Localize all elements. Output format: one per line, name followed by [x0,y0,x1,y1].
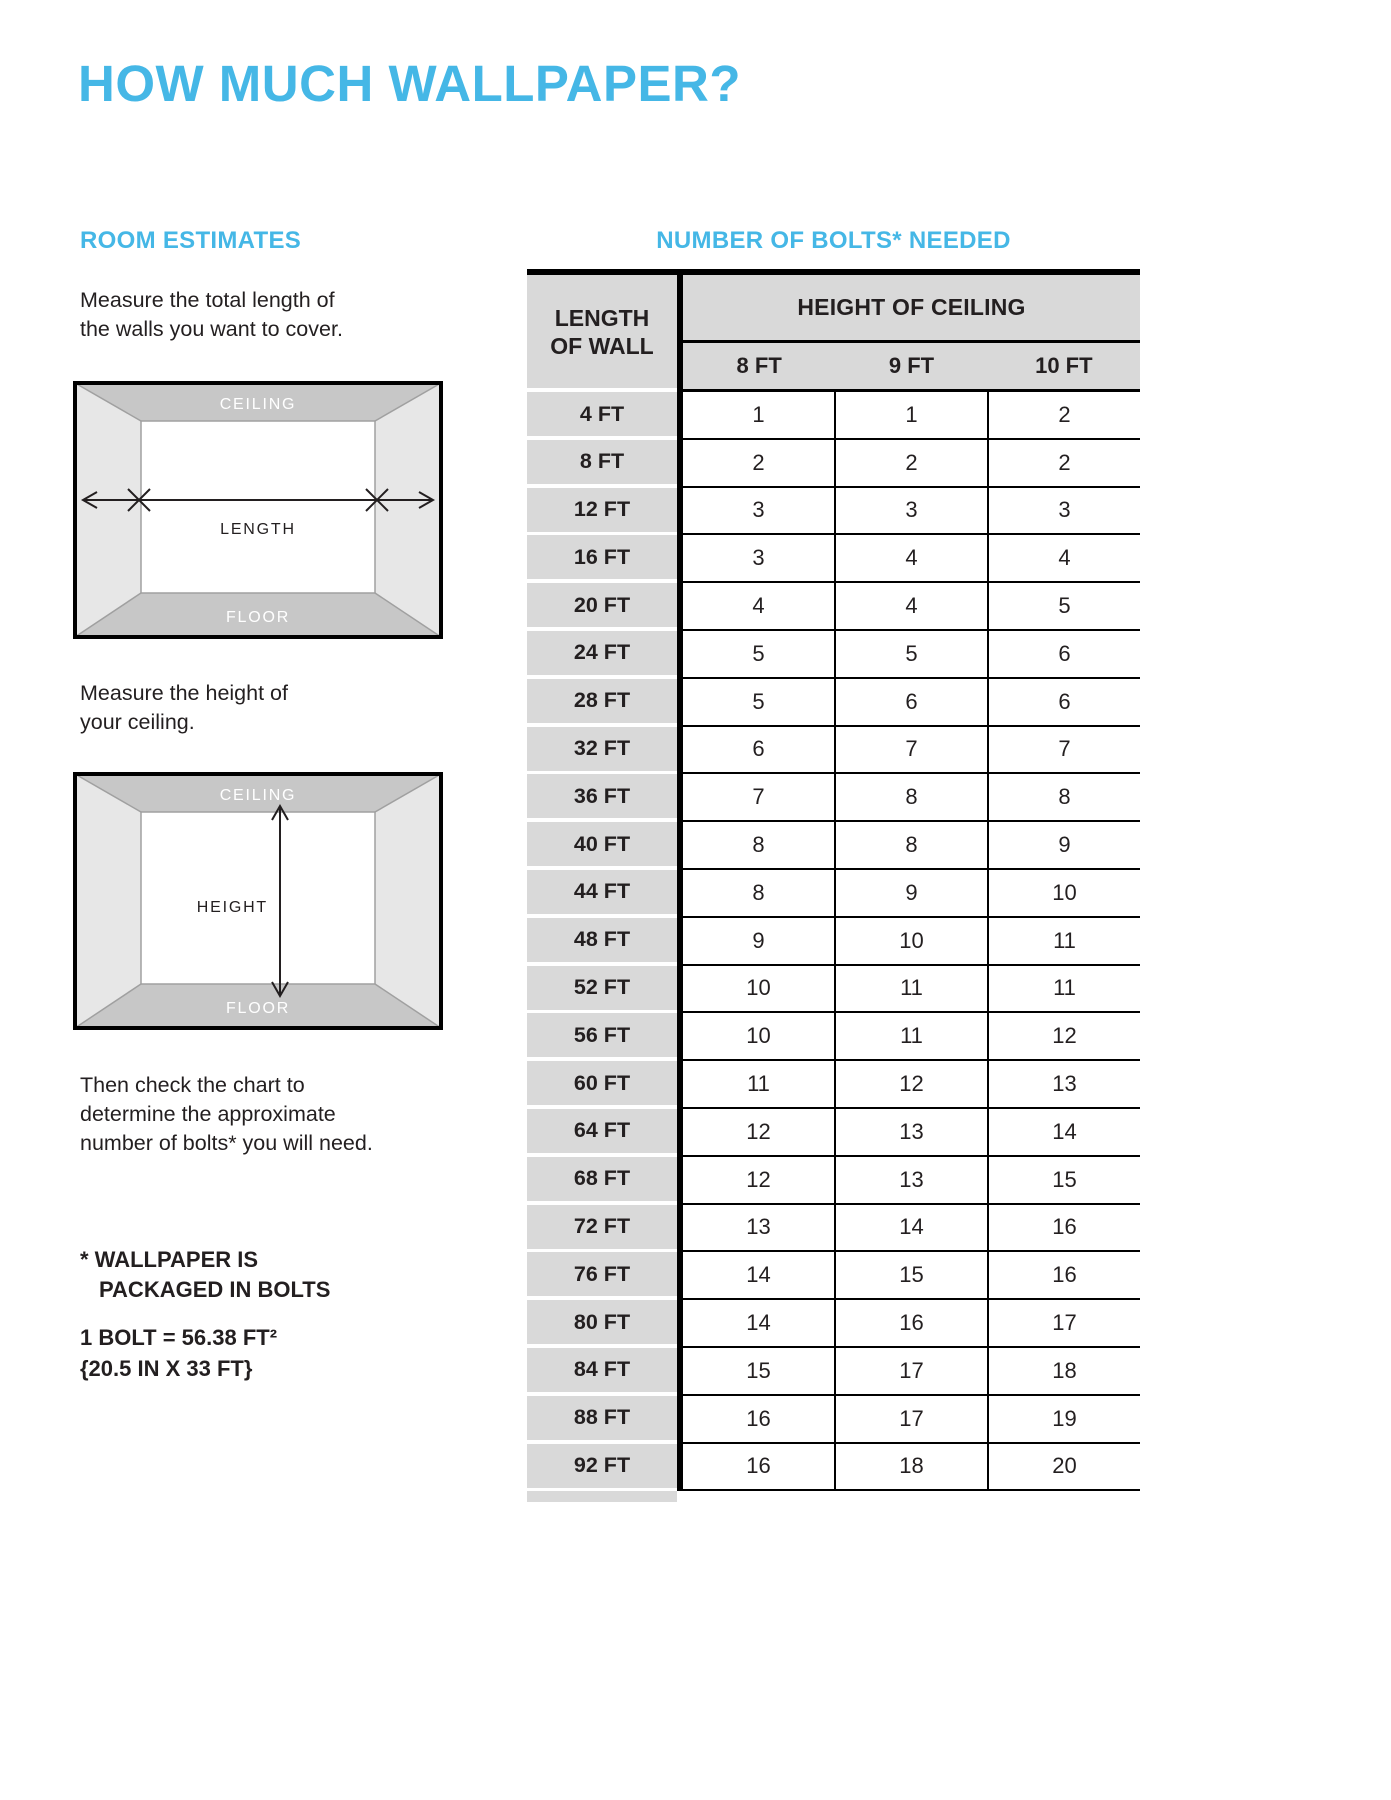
room-length-diagram [73,381,443,639]
bolt-counts-row [683,440,1140,488]
bolt-count-cell: 8 [752,832,765,858]
table-row [527,1348,1140,1396]
bolt-counts-row [683,1252,1140,1300]
bolt-count-cell: 17 [834,1396,987,1442]
bolt-count-cell: 4 [834,535,987,581]
bolt-count-cell: 20 [987,1444,1140,1490]
header-line: LENGTH [554,304,650,331]
length-of-wall-header [527,275,677,388]
bolt-counts-row [683,1109,1140,1157]
wall-length-cell: 68 FT [527,1157,677,1201]
back-wall-face [141,812,375,984]
wall-length-cell: 52 FT [527,966,677,1010]
bolt-count-cell: 16 [746,1405,771,1431]
bolt-count-cell: 17 [834,1348,987,1394]
bolt-counts-row [683,1444,1140,1492]
bolt-count-cell: 9 [834,870,987,916]
bolt-count-cell: 13 [746,1214,771,1240]
bolt-count-cell: 16 [987,1252,1140,1298]
bolt-count-cell: 6 [987,631,1140,677]
bolt-count-cell: 2 [987,440,1140,486]
bolt-count-cell: 11 [834,966,987,1012]
instruction-line: determine the approximate [80,1102,336,1126]
bolt-count-cell: 8 [752,879,765,905]
bolt-counts-row [683,870,1140,918]
table-row [527,1396,1140,1444]
table-row [527,918,1140,966]
bolts-needed-heading: NUMBER OF BOLTS* NEEDED [656,227,1011,254]
room-length-diagram-svg [73,381,443,639]
bolt-count-cell: 4 [987,535,1140,581]
bolt-counts-row [683,1205,1140,1253]
bolt-count-cell: 13 [834,1157,987,1203]
bolt-count-cell: 17 [987,1300,1140,1346]
table-row [527,1061,1140,1109]
bolt-count-cell: 11 [834,1013,987,1059]
table-row [527,1252,1140,1300]
bolt-count-cell: 16 [987,1205,1140,1251]
bolt-count-cell: 1 [752,401,765,427]
back-wall-face [141,421,375,593]
bolt-count-cell: 14 [834,1205,987,1251]
bolt-counts-row [683,822,1140,870]
wall-length-cell: 40 FT [527,822,677,866]
wall-length-cell: 64 FT [527,1109,677,1153]
table-row [527,1013,1140,1061]
bolt-counts-row [683,679,1140,727]
bolt-count-cell: 7 [752,784,765,810]
table-row [527,822,1140,870]
bolt-counts-row [683,488,1140,536]
col-header-9ft: 9 FT [888,353,935,378]
room-height-diagram [73,772,443,1030]
instruction-measure-height [80,679,288,737]
header-line: OF WALL [550,332,654,359]
table-row [527,488,1140,536]
wall-length-cell: 20 FT [527,583,677,627]
bolt-count-cell: 2 [987,392,1140,438]
wall-length-cell: 88 FT [527,1396,677,1440]
wall-length-cell: 76 FT [527,1252,677,1296]
wall-length-cell: 80 FT [527,1300,677,1344]
length-label: LENGTH [220,521,296,538]
table-row [527,392,1140,440]
bolt-count-cell: 3 [834,488,987,534]
wall-length-cell: 16 FT [527,535,677,579]
instruction-measure-length [80,286,343,344]
bolt-count-cell: 12 [987,1013,1140,1059]
bolt-count-cell: 15 [746,1357,771,1383]
table-row [527,440,1140,488]
floor-label: FLOOR [225,1000,291,1017]
bolt-count-cell: 2 [834,440,987,486]
wall-length-cell: 44 FT [527,870,677,914]
bolt-counts-row [683,1300,1140,1348]
instruction-line: the walls you want to cover. [80,317,343,341]
bolt-count-cell: 14 [987,1109,1140,1155]
bolt-count-cell: 11 [747,1071,770,1097]
instruction-line: your ceiling. [80,710,195,734]
bolts-table-body [527,392,1140,1491]
wall-length-cell: 28 FT [527,679,677,723]
wall-length-cell: 56 FT [527,1013,677,1057]
bolt-counts-row [683,583,1140,631]
ceiling-subheader-row [683,343,1140,392]
bolt-count-cell: 8 [834,774,987,820]
bolt-counts-row [683,535,1140,583]
bolt-counts-row [683,727,1140,775]
wall-length-cell: 4 FT [527,392,677,436]
bolt-count-cell: 15 [987,1157,1140,1203]
footnote-line: PACKAGED IN BOLTS [99,1277,331,1302]
table-row [527,727,1140,775]
wall-length-cell: 60 FT [527,1061,677,1105]
wall-length-cell: 32 FT [527,727,677,771]
wall-length-cell: 36 FT [527,774,677,818]
bolts-footnote [80,1245,330,1305]
bolt-counts-row [683,1396,1140,1444]
bolt-counts-row [683,774,1140,822]
instruction-check-chart [80,1071,373,1158]
table-vertical-divider [677,275,683,1491]
bolt-size-line: {20.5 IN X 33 FT} [80,1356,253,1381]
bolt-count-cell: 14 [746,1262,771,1288]
table-row [527,679,1140,727]
table-row [527,966,1140,1014]
bolt-count-cell: 5 [752,688,765,714]
bolt-count-cell: 4 [752,593,765,619]
instruction-line: Measure the height of [80,681,288,705]
bolt-count-cell: 16 [834,1300,987,1346]
table-row [527,583,1140,631]
bolt-count-cell: 10 [987,870,1140,916]
page-title: HOW MUCH WALLPAPER? [78,55,741,112]
table-row [527,535,1140,583]
bolt-count-cell: 16 [746,1453,771,1479]
bolt-count-cell: 7 [834,727,987,773]
bolt-count-cell: 8 [987,774,1140,820]
bolt-count-cell: 13 [834,1109,987,1155]
bolt-counts-row [683,392,1140,440]
ceiling-label: CEILING [219,396,297,413]
bolt-count-cell: 5 [987,583,1140,629]
table-row [527,774,1140,822]
bolt-count-cell: 6 [987,679,1140,725]
bolt-count-cell: 12 [746,1166,771,1192]
bolt-count-cell: 7 [987,727,1140,773]
bolt-count-cell: 18 [834,1444,987,1490]
wall-length-cell: 48 FT [527,918,677,962]
bolt-counts-row [683,1348,1140,1396]
wall-length-cell: 24 FT [527,631,677,675]
table-row [527,1300,1140,1348]
bolt-count-cell: 3 [752,497,765,523]
bolt-count-cell: 10 [746,975,771,1001]
bolt-size-line: 1 BOLT = 56.38 FT² [80,1325,278,1350]
bolt-count-cell: 12 [746,1118,771,1144]
bolt-count-cell: 5 [752,640,765,666]
bolt-count-cell: 12 [834,1061,987,1107]
table-header [527,275,1140,392]
bolt-count-cell: 1 [834,392,987,438]
bolt-count-cell: 11 [987,966,1140,1012]
bolt-count-cell: 10 [834,918,987,964]
bolt-count-cell: 4 [834,583,987,629]
bolt-count-cell: 2 [752,449,765,475]
bolt-count-cell: 14 [746,1310,771,1336]
bolt-counts-row [683,1061,1140,1109]
table-row [527,1444,1140,1492]
bolt-counts-row [683,1157,1140,1205]
wall-length-cell: 72 FT [527,1205,677,1249]
table-row [527,1109,1140,1157]
ceiling-label: CEILING [219,787,297,804]
bolt-count-cell: 9 [987,822,1140,868]
bolt-count-cell: 9 [752,927,765,953]
col-header-8ft: 8 FT [736,353,782,378]
col-header-10ft: 10 FT [1035,353,1093,378]
table-row [527,1205,1140,1253]
bolt-count-cell: 6 [834,679,987,725]
table-row [527,870,1140,918]
bolt-counts-row [683,1013,1140,1061]
bolt-count-cell: 10 [746,1023,771,1049]
bolt-count-cell: 18 [987,1348,1140,1394]
instruction-line: Then check the chart to [80,1073,305,1097]
wall-length-cell: 92 FT [527,1444,677,1488]
bolt-count-cell: 19 [987,1396,1140,1442]
table-bottom-strip [527,1491,677,1502]
wall-length-cell: 8 FT [527,440,677,484]
bolt-size-info [80,1322,277,1384]
floor-label: FLOOR [225,609,291,626]
room-estimates-heading: ROOM ESTIMATES [80,227,302,254]
bolt-counts-row [683,918,1140,966]
table-row [527,1157,1140,1205]
ceiling-header-group [683,275,1140,392]
bolt-count-cell: 13 [987,1061,1140,1107]
bolt-counts-row [683,631,1140,679]
bolt-count-cell: 5 [834,631,987,677]
bolt-count-cell: 6 [752,736,765,762]
bolt-count-cell: 11 [987,918,1140,964]
bolts-table [527,269,1140,1502]
bolt-counts-row [683,966,1140,1014]
instruction-line: Measure the total length of [80,288,335,312]
footnote-line: * WALLPAPER IS [80,1247,259,1272]
height-of-ceiling-header: HEIGHT OF CEILING [683,275,1140,343]
table-row [527,631,1140,679]
height-label: HEIGHT [196,899,268,916]
bolt-count-cell: 15 [834,1252,987,1298]
instruction-line: number of bolts* you will need. [80,1131,373,1155]
bolt-count-cell: 8 [834,822,987,868]
room-height-diagram-svg [73,772,443,1030]
bolt-count-cell: 3 [752,545,765,571]
wall-length-cell: 84 FT [527,1348,677,1392]
bolt-count-cell: 3 [987,488,1140,534]
wall-length-cell: 12 FT [527,488,677,532]
